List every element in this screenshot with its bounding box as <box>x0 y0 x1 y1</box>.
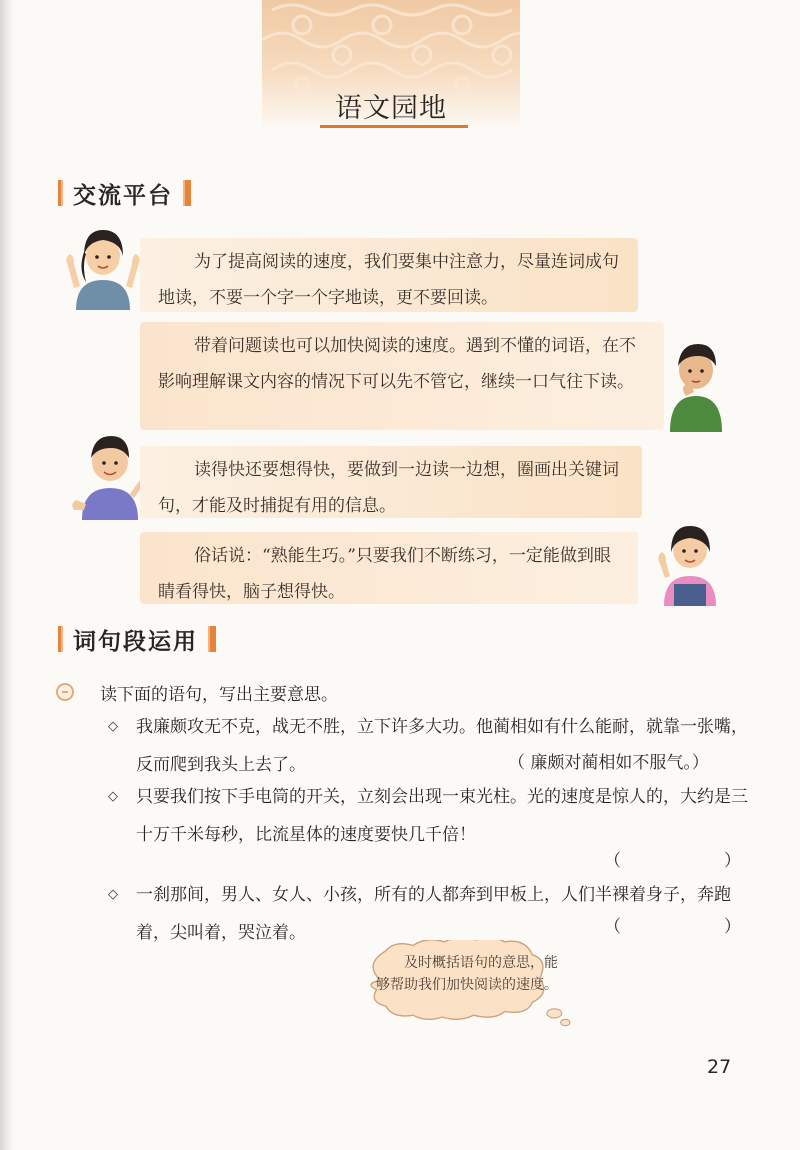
heading-bar-left <box>58 180 63 206</box>
section-heading-practice <box>58 622 216 656</box>
boy-thinking-icon <box>664 336 728 432</box>
section-heading-text: 词句段运用 <box>73 628 198 655</box>
diamond-bullet-icon: ◇ <box>108 789 118 804</box>
section-heading-exchange <box>58 176 191 210</box>
answer-blank-close: ） <box>724 917 741 937</box>
exercise-item-text: 一刹那间，男人、女人、小孩，所有的人都奔到甲板上，人们半裸着身子，奔跑着，尖叫着，哭泣着。 <box>136 885 731 943</box>
section-heading-text: 交流平台 <box>73 182 173 209</box>
answer-blank-open[interactable]: （ <box>604 917 621 937</box>
book-spine-shadow <box>0 0 14 1150</box>
diamond-bullet-icon: ◇ <box>108 719 118 734</box>
exercise-prompt: 读下面的语句，写出主要意思。 <box>100 685 338 705</box>
girl-icon <box>62 222 144 310</box>
page-title: 语文园地 <box>335 93 447 124</box>
exercise-number-badge <box>56 683 74 701</box>
diamond-bullet-icon: ◇ <box>108 887 118 902</box>
speech-bubble: 为了提高阅读的速度，我们要集中注意力，尽量连词成句地读，不要一个字一个字地读，更不要回读。 <box>140 238 638 312</box>
exercise-item <box>108 778 748 854</box>
heading-bar-right <box>183 180 191 206</box>
exercise-item-text: 我廉颇攻无不克，战无不胜，立下许多大功。他蔺相如有什么能耐，就靠一张嘴，反而爬到我头上去了。 <box>136 717 748 775</box>
speech-bubble: 读得快还要想得快，要做到一边读一边想，圈画出关键词句，才能及时捕捉有用的信息。 <box>140 446 642 518</box>
girl-pink-icon <box>650 518 730 606</box>
answer-blank-close: ） <box>724 851 741 871</box>
tip-text: 及时概括语句的意思，能够帮助我们加快阅读的速度。 <box>376 955 558 993</box>
answer-text: （ 廉颇对蔺相如不服气。） <box>508 753 709 773</box>
speech-bubble: 俗话说：“熟能生巧。”只要我们不断练习，一定能做到眼睛看得快，脑子想得快。 <box>140 532 638 604</box>
heading-bar-right <box>208 626 216 652</box>
exercise-item-text: 只要我们按下手电筒的开关，立刻会出现一束光柱。光的速度是惊人的，大约是三十万千米每秒，比流星体的速度要快几千倍！ <box>136 787 748 845</box>
page-number: 27 <box>707 1056 732 1078</box>
answer-blank-open[interactable]: （ <box>604 851 621 871</box>
title-underline <box>320 125 468 128</box>
heading-bar-left <box>58 626 63 652</box>
speech-bubble: 带着问题读也可以加快阅读的速度。遇到不懂的词语，在不影响理解课文内容的情况下可以先不管它，继续一口气往下读。 <box>140 322 664 430</box>
